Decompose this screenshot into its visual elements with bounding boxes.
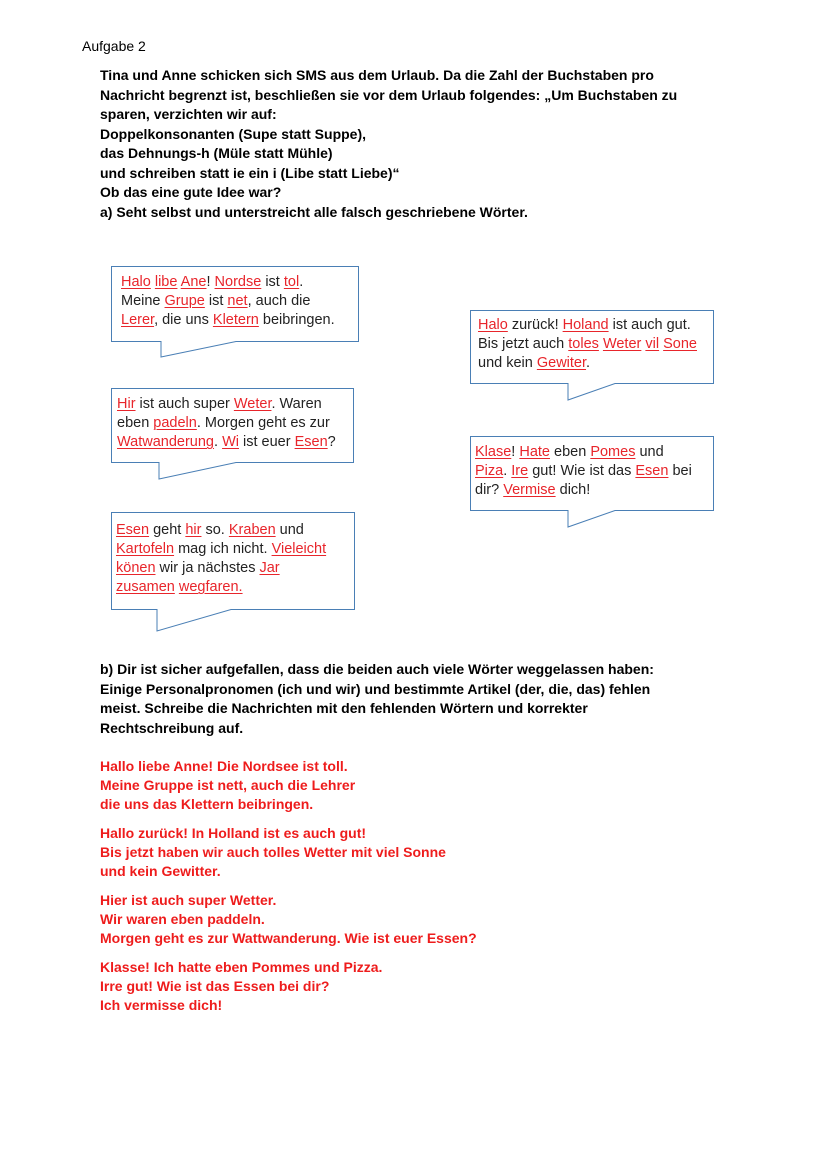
sms-text-segment: ist euer bbox=[238, 434, 295, 450]
misspelled-word: vil bbox=[645, 336, 660, 352]
sms-text-segment: mag ich nicht. bbox=[174, 541, 272, 557]
misspelled-word: Hate bbox=[519, 444, 550, 460]
sms-text-segment: dir? bbox=[475, 482, 504, 498]
misspelled-word: Ane bbox=[180, 274, 207, 290]
instruction-line: Tina und Anne schicken sich SMS aus dem Urlaub. Da die Zahl der Buchstaben pro bbox=[100, 67, 654, 83]
sms-bubble-1 bbox=[111, 266, 359, 358]
sms-text-segment: geht bbox=[149, 522, 186, 538]
answer-block-1 bbox=[100, 757, 355, 814]
misspelled-word: Esen bbox=[294, 434, 328, 450]
misspelled-word: wegfaren. bbox=[178, 579, 243, 595]
sms-text bbox=[121, 273, 335, 330]
misspelled-word: zusamen bbox=[116, 579, 175, 595]
sms-text-segment: . bbox=[299, 274, 304, 290]
misspelled-word: Piza bbox=[475, 463, 504, 479]
instruction-line: und schreiben statt ie ein i (Libe statt Liebe)“ bbox=[100, 164, 400, 181]
sms-text-segment: ? bbox=[327, 434, 336, 450]
task-heading: Aufgabe 2 bbox=[82, 38, 146, 54]
sms-text-segment: . bbox=[586, 355, 591, 371]
sms-text-segment: , die uns bbox=[154, 312, 213, 328]
instruction-line: das Dehnungs-h (Müle statt Mühle) bbox=[100, 145, 333, 161]
sms-text-segment: ! bbox=[511, 444, 520, 460]
misspelled-word: hir bbox=[185, 522, 202, 538]
answer-line: die uns das Klettern beibringen. bbox=[100, 796, 314, 812]
answer-line: Hallo liebe Anne! Die Nordsee ist toll. bbox=[100, 758, 348, 774]
answer-line: Meine Gruppe ist nett, auch die Lehrer bbox=[100, 777, 356, 793]
sms-line bbox=[478, 354, 697, 373]
misspelled-word: Holand bbox=[562, 317, 609, 333]
task-instructions bbox=[100, 66, 760, 222]
misspelled-word: Kraben bbox=[228, 522, 276, 538]
sms-line bbox=[117, 414, 336, 433]
misspelled-word: Lerer bbox=[121, 312, 155, 328]
instruction-line: Nachricht begrenzt ist, beschließen sie vor dem Urlaub folgendes: „Um Buchstaben zu bbox=[100, 86, 678, 103]
instruction-line: a) Seht selbst und unterstreicht alle falsch geschriebene Wörter. bbox=[100, 203, 528, 220]
sms-text bbox=[117, 395, 336, 452]
misspelled-word: Esen bbox=[635, 463, 669, 479]
misspelled-word: net bbox=[227, 293, 248, 309]
sms-text-segment: eben bbox=[549, 444, 591, 460]
answer-block-3 bbox=[100, 891, 477, 948]
misspelled-word: tol bbox=[283, 274, 300, 290]
instruction-line: b) Dir ist sicher aufgefallen, dass die beiden auch viele Wörter weggelassen haben: bbox=[100, 661, 654, 677]
misspelled-word: Watwanderung bbox=[117, 434, 214, 450]
sms-text-segment: . bbox=[503, 463, 512, 479]
misspelled-word: Kletern bbox=[212, 312, 259, 328]
sms-text-segment: ! bbox=[206, 274, 215, 290]
sms-text-segment: und kein bbox=[478, 355, 537, 371]
sms-text-segment: . Waren bbox=[271, 396, 322, 412]
misspelled-word: Klase bbox=[475, 444, 512, 460]
sms-bubble-5 bbox=[111, 512, 355, 632]
sms-text-segment: zurück! bbox=[507, 317, 563, 333]
answer-line: Morgen geht es zur Wattwanderung. Wie ist euer Essen? bbox=[100, 930, 477, 946]
misspelled-word: Ire bbox=[511, 463, 529, 479]
misspelled-word: padeln bbox=[153, 415, 197, 431]
misspelled-word: Pomes bbox=[590, 444, 636, 460]
sms-text-segment: ist auch gut. bbox=[608, 317, 691, 333]
sms-line bbox=[116, 578, 326, 597]
sms-bubble-4 bbox=[470, 436, 714, 528]
misspelled-word: libe bbox=[154, 274, 178, 290]
sms-line bbox=[116, 540, 326, 559]
sms-text bbox=[475, 443, 692, 500]
answer-block-2 bbox=[100, 824, 446, 881]
sms-text-segment: wir ja nächstes bbox=[155, 560, 260, 576]
sms-text bbox=[478, 316, 697, 373]
sms-text-segment: . bbox=[214, 434, 223, 450]
answer-line: Irre gut! Wie ist das Essen bei dir? bbox=[100, 978, 330, 994]
sms-text-segment: beibringen. bbox=[258, 312, 335, 328]
sms-text-segment: . Morgen geht es zur bbox=[196, 415, 330, 431]
misspelled-word: Wi bbox=[222, 434, 239, 450]
misspelled-word: Weter bbox=[233, 396, 272, 412]
sms-line bbox=[117, 395, 336, 414]
sms-line bbox=[475, 462, 692, 481]
answer-line: Wir waren eben paddeln. bbox=[100, 911, 265, 927]
answer-line: Hallo zurück! In Holland ist es auch gut! bbox=[100, 825, 367, 841]
instruction-line: Doppelkonsonanten (Supe statt Suppe), bbox=[100, 125, 367, 142]
sms-line bbox=[121, 273, 335, 292]
sms-text-segment: gut! Wie ist das bbox=[528, 463, 636, 479]
answer-block-4 bbox=[100, 958, 382, 1015]
misspelled-word: Weter bbox=[602, 336, 642, 352]
misspelled-word: Vieleicht bbox=[271, 541, 327, 557]
misspelled-word: Esen bbox=[116, 522, 150, 538]
misspelled-word: Kartofeln bbox=[116, 541, 175, 557]
answer-line: Klasse! Ich hatte eben Pommes und Pizza. bbox=[100, 959, 383, 975]
misspelled-word: Vermise bbox=[503, 482, 556, 498]
instruction-line: meist. Schreibe die Nachrichten mit den fehlenden Wörtern und korrekter bbox=[100, 700, 588, 716]
misspelled-word: Jar bbox=[259, 560, 280, 576]
sms-text-segment: und bbox=[635, 444, 664, 460]
misspelled-word: Sone bbox=[663, 336, 697, 352]
sms-text-segment: so. bbox=[201, 522, 229, 538]
answer-line: Ich vermisse dich! bbox=[100, 997, 223, 1013]
instruction-line: sparen, verzichten wir auf: bbox=[100, 106, 277, 122]
misspelled-word: Gewiter bbox=[536, 355, 587, 371]
sms-text-segment: ist bbox=[204, 293, 228, 309]
sms-line bbox=[121, 292, 335, 311]
sms-line bbox=[478, 335, 697, 354]
sms-line bbox=[121, 311, 335, 330]
sms-text-segment: dich! bbox=[555, 482, 591, 498]
sms-line bbox=[475, 443, 692, 462]
sms-text-segment: Bis jetzt auch bbox=[478, 336, 569, 352]
sms-bubble-3 bbox=[111, 388, 354, 480]
sms-text-segment: , auch die bbox=[247, 293, 311, 309]
instruction-line: Rechtschreibung auf. bbox=[100, 719, 244, 736]
instruction-line: Ob das eine gute Idee war? bbox=[100, 184, 282, 200]
sms-line bbox=[475, 481, 692, 500]
misspelled-word: Nordse bbox=[214, 274, 262, 290]
sms-text-segment: Meine bbox=[121, 293, 165, 309]
sms-text-segment: ist auch super bbox=[135, 396, 234, 412]
misspelled-word: Halo bbox=[478, 317, 508, 333]
sms-text-segment: und bbox=[275, 522, 304, 538]
sms-text bbox=[116, 521, 326, 597]
misspelled-word: Halo bbox=[121, 274, 151, 290]
misspelled-word: Hir bbox=[117, 396, 136, 412]
task-b-instructions bbox=[100, 660, 750, 738]
sms-text-segment: bei bbox=[668, 463, 692, 479]
answer-line: Bis jetzt haben wir auch tolles Wetter mit viel Sonne bbox=[100, 844, 446, 860]
answer-line: und kein Gewitter. bbox=[100, 863, 221, 879]
sms-bubble-2 bbox=[470, 310, 714, 402]
sms-line bbox=[116, 559, 326, 578]
answer-line: Hier ist auch super Wetter. bbox=[100, 892, 277, 908]
sms-line bbox=[478, 316, 697, 335]
sms-text-segment: eben bbox=[117, 415, 154, 431]
sms-text-segment: ist bbox=[261, 274, 284, 290]
sms-line bbox=[117, 433, 336, 452]
misspelled-word: toles bbox=[568, 336, 599, 352]
sms-line bbox=[116, 521, 326, 540]
misspelled-word: könen bbox=[116, 560, 156, 576]
instruction-line: Einige Personalpronomen (ich und wir) und bestimmte Artikel (der, die, das) fehlen bbox=[100, 680, 651, 697]
misspelled-word: Grupe bbox=[164, 293, 205, 309]
